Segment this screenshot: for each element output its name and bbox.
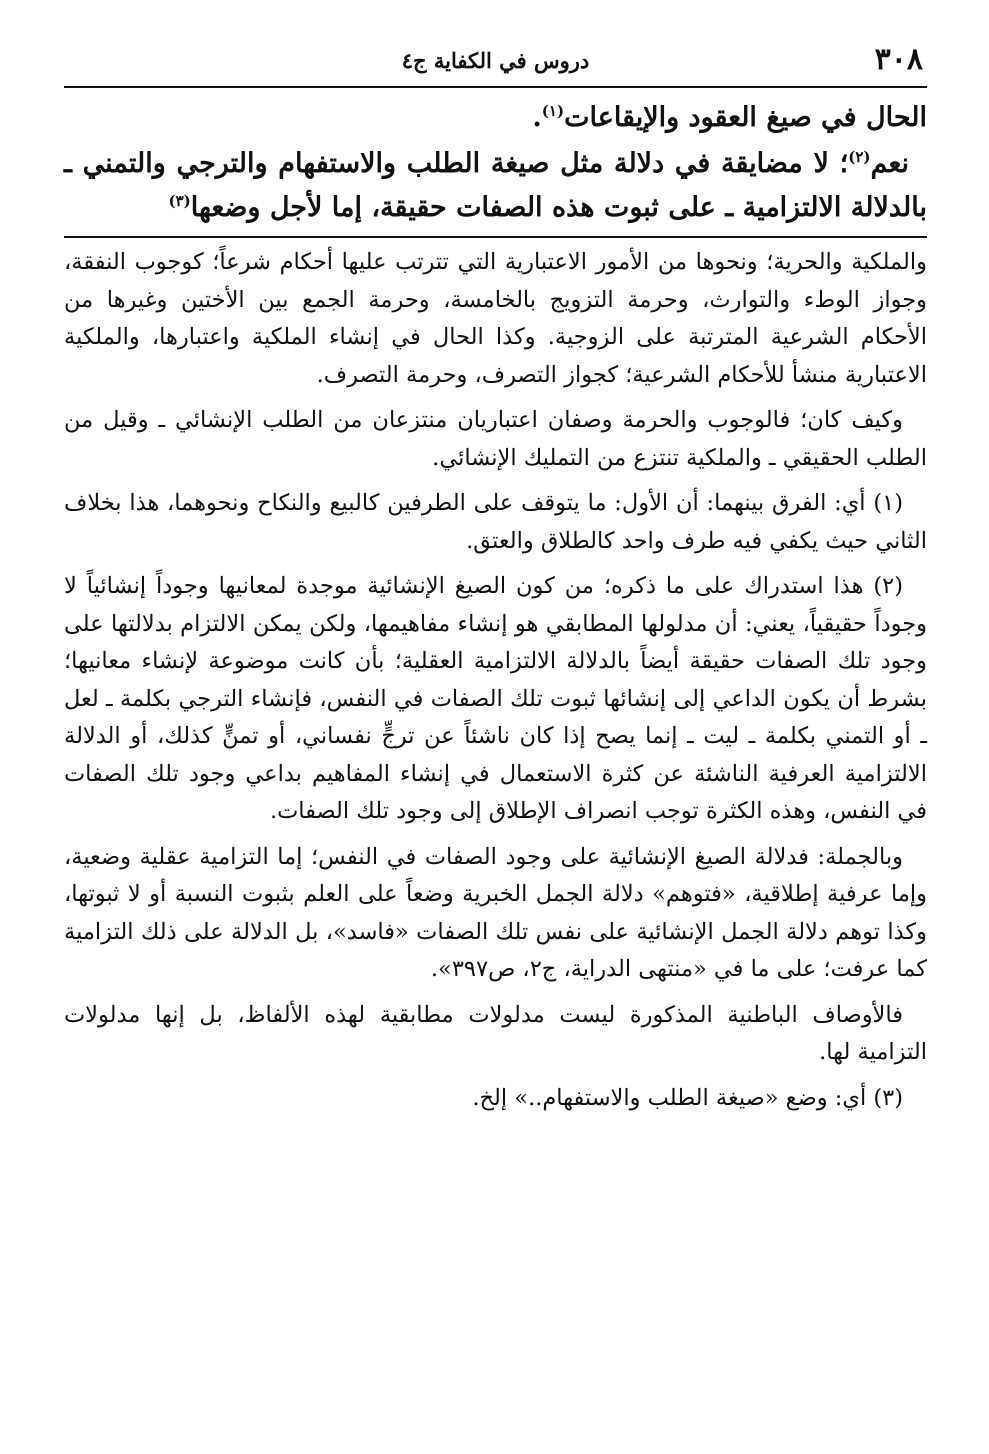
main-text-divider <box>64 236 927 238</box>
footnote-2-continued: وبالجملة: فدلالة الصيغ الإنشائية على وجود الصفات في النفس؛ إما التزامية عقلية وضعية، وإما عرفية إطلاقية، «فتوهم» دلالة الجمل الخبرية وضعاً على العلم بثبوت النسبة أو لا ثبوتها، وكذا توهم دلالة الجمل الإنشائية على نفس تلك الصفات «فاسد»، بل الدلالة على ذلك التزامية كما عرفت؛ على ما في «منتهى الدراية، ج٢، ص٣٩٧». <box>64 843 927 982</box>
commentary <box>64 244 927 477</box>
footnote-marker: (٣) <box>168 192 191 210</box>
main-text-fragment: الحال في صيغ العقود والإيقاعات <box>564 102 927 133</box>
main-text-fragment: . <box>532 102 542 133</box>
header-divider <box>64 86 927 88</box>
page-header <box>64 36 927 88</box>
footnote-3: (٣) أي: وضع «صيغة الطلب والاستفهام..» إلخ. <box>472 1084 903 1111</box>
main-text-fragment: نعم <box>870 148 909 179</box>
main-text-fragment: ؛ لا مضايقة في دلالة مثل صيغة الطلب والاستفهام والترجي والتمني ـ بالدلالة الالتزامية ـ على ثبوت هذه الصفات حقيقة، إما لأجل وضعها <box>64 148 927 223</box>
main-text-line <box>64 96 927 140</box>
commentary-paragraph: والملكية والحرية؛ ونحوها من الأمور الاعتبارية التي تترتب عليها أحكام شرعاً؛ كوجوب النفقة، وجواز الوطء والتوارث، وحرمة التزويج بالخامسة، وحرمة الجمع بين الأختين وغيرها من الأحكام الشرعية المترتبة على الزوجية. وكذا الحال في إنشاء الملكية واعتبارها، والملكية الاعتبارية منشأ للأحكام الشرعية؛ كجواز التصرف، وحرمة التصرف. <box>64 249 927 388</box>
footnote-2: (٢) هذا استدراك على ما ذكره؛ من كون الصيغ الإنشائية موجدة لمعانيها وجوداً إنشائياً لا وجوداً حقيقياً، يعني: أن مدلولها المطابقي هو إنشاء مفاهيمها، ولكن يمكن الالتزام بدلالتها على وجود تلك الصفات حقيقة أيضاً بالدلالة الالتزامية العقلية؛ بأن كانت موضوعة لإنشاء معانيها؛ بشرط أن يكون الداعي إلى إنشائها ثبوت تلك الصفات في النفس، فإنشاء الترجي بكلمة ـ لعل ـ أو التمني بكلمة ـ ليت ـ إنما يصح إذا كان ناشئاً عن ترجٍّ نفساني، أو تمنٍّ كذلك، أو الدلالة الالتزامية العرفية الناشئة عن كثرة الاستعمال في إنشاء المفاهيم بداعي وجود تلك الصفات في النفس، وهذه الكثرة توجب انصراف الإطلاق إلى وجود تلك الصفات. <box>64 573 927 824</box>
footnote-2-continued: فالأوصاف الباطنية المذكورة ليست مدلولات مطابقية لهذه الألفاظ، بل إنها مدلولات التزامية لها. <box>64 1001 927 1065</box>
footnote-marker: (٢) <box>848 148 871 166</box>
main-text <box>64 96 927 230</box>
footnote-marker: (١) <box>541 102 565 120</box>
footnotes <box>64 485 927 1117</box>
running-title: دروس في الكفاية ج٤ <box>401 48 590 73</box>
commentary-paragraph: وكيف كان؛ فالوجوب والحرمة وصفان اعتباريان منتزعان من الطلب الإنشائي ـ وقيل من الطلب الحقيقي ـ والملكية تنتزع من التمليك الإنشائي. <box>64 407 927 471</box>
page-number: ٣٠٨ <box>874 42 923 77</box>
page <box>64 36 927 1434</box>
main-text-paragraph <box>64 142 927 230</box>
footnote-1: (١) أي: الفرق بينهما: أن الأول: ما يتوقف على الطرفين كالبيع والنكاح ونحوهما، هذا بخلاف الثاني حيث يكفي فيه طرف واحد كالطلاق والعتق. <box>64 490 927 554</box>
